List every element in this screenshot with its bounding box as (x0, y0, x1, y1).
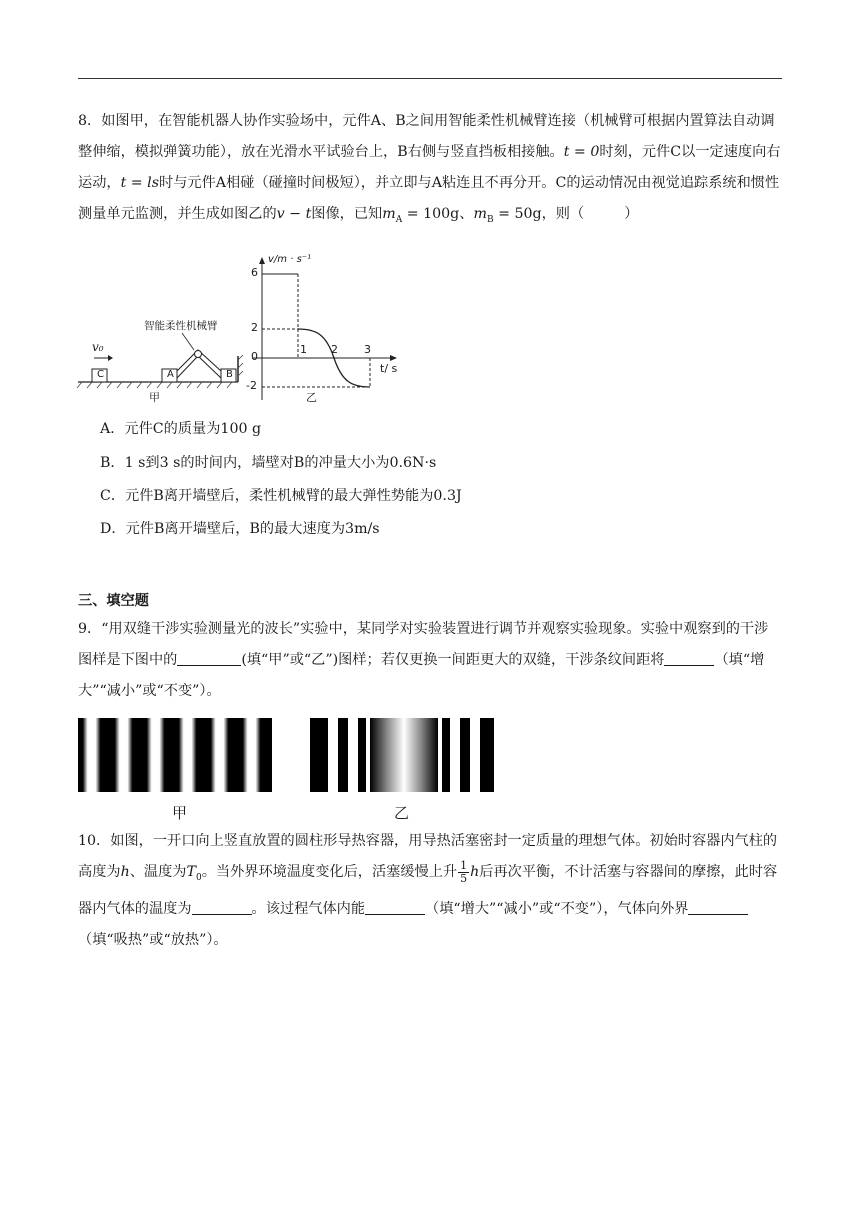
interference-yi-caption: 乙 (394, 804, 410, 822)
block-c-label: C (97, 369, 104, 380)
tick-2: 2 (251, 321, 258, 334)
figure-yi-caption: 乙 (306, 391, 317, 404)
option-d: D．元件B离开墙壁后，B的最大速度为3m/s (100, 521, 380, 537)
tick-x2: 2 (331, 343, 338, 356)
interference-jia-caption: 甲 (172, 804, 188, 822)
tick-m2: -2 (246, 379, 257, 392)
robot-arm (177, 356, 221, 378)
question-9: 9．“用双缝干涉实验测量光的波长”实验中，某同学对实验装置进行调节并观察实验现象。实验中观察到的干涉图样是下图中的 (填“甲”或“乙”)图样；若仅更换一间距更大的双缝，干涉条纹间距将 （填“增大”“减小”或“不变”）。 (78, 621, 769, 699)
block-a-label: A (167, 369, 174, 380)
tick-6: 6 (251, 266, 258, 279)
fraction-one-fifth: $\frac{1}{5}$ (460, 858, 468, 885)
interference-jia (78, 718, 272, 792)
tick-0: 0 (251, 350, 258, 363)
x-axis-label: t/ s (380, 362, 398, 375)
y-axis-label: v/m · s⁻¹ (268, 254, 312, 265)
block-b-label: B (226, 369, 233, 380)
question-10: 10．如图，一开口向上竖直放置的圆柱形导热容器，用导热活塞密封一定质量的理想气体。初始时容器内气柱的高度为h、温度为$T_0$。当外界环境温度变化后，活塞缓慢上升 $\frac{1}{5}$ h后再次平衡，不计活塞与容器间的摩擦，此时容器内气体的温度为 。该过程气体内能 （填“增大”“减小”或“不变”），气体向外界（填“吸热”或“放热”）。 (78, 833, 778, 948)
interference-yi (310, 718, 494, 792)
section-heading: 三、填空题 (78, 593, 149, 609)
tick-1: 1 (300, 343, 307, 356)
arm-label: 智能柔性机械臂 (144, 320, 218, 332)
figure-jia-caption: 甲 (149, 391, 160, 404)
option-c: C．元件B离开墙壁后，柔性机械臂的最大弹性势能为0.3J (100, 488, 462, 504)
question-8: 8．如图甲，在智能机器人协作实验场中，元件A、B之间用智能柔性机械臂连接（机械臂可根据内置算法自动调整伸缩，模拟弹簧功能），放在光滑水平试验台上，B右侧与竖直挡板相接触。t = 0时刻，元件C以一定速度向右运动，t = ls时与元件A相碰（碰撞时间极短），并立即与A粘连且不再分开。C的运动情况由视觉追踪系统和惯性测量单元监测，并生成如图乙的v − t图像，已知$m_A = 100g$、$m_B = 50g$，则（ ） (78, 113, 781, 225)
option-a: A．元件C的质量为100 g (100, 421, 262, 437)
figure-yi (244, 254, 412, 404)
option-b: B．1 s到3 s的时间内，墙壁对B的冲量大小为0.6N·s (100, 455, 437, 471)
header-rule (78, 78, 782, 79)
figure-jia (76, 300, 248, 410)
tick-3: 3 (364, 343, 371, 356)
v0-label: v₀ (92, 340, 104, 354)
